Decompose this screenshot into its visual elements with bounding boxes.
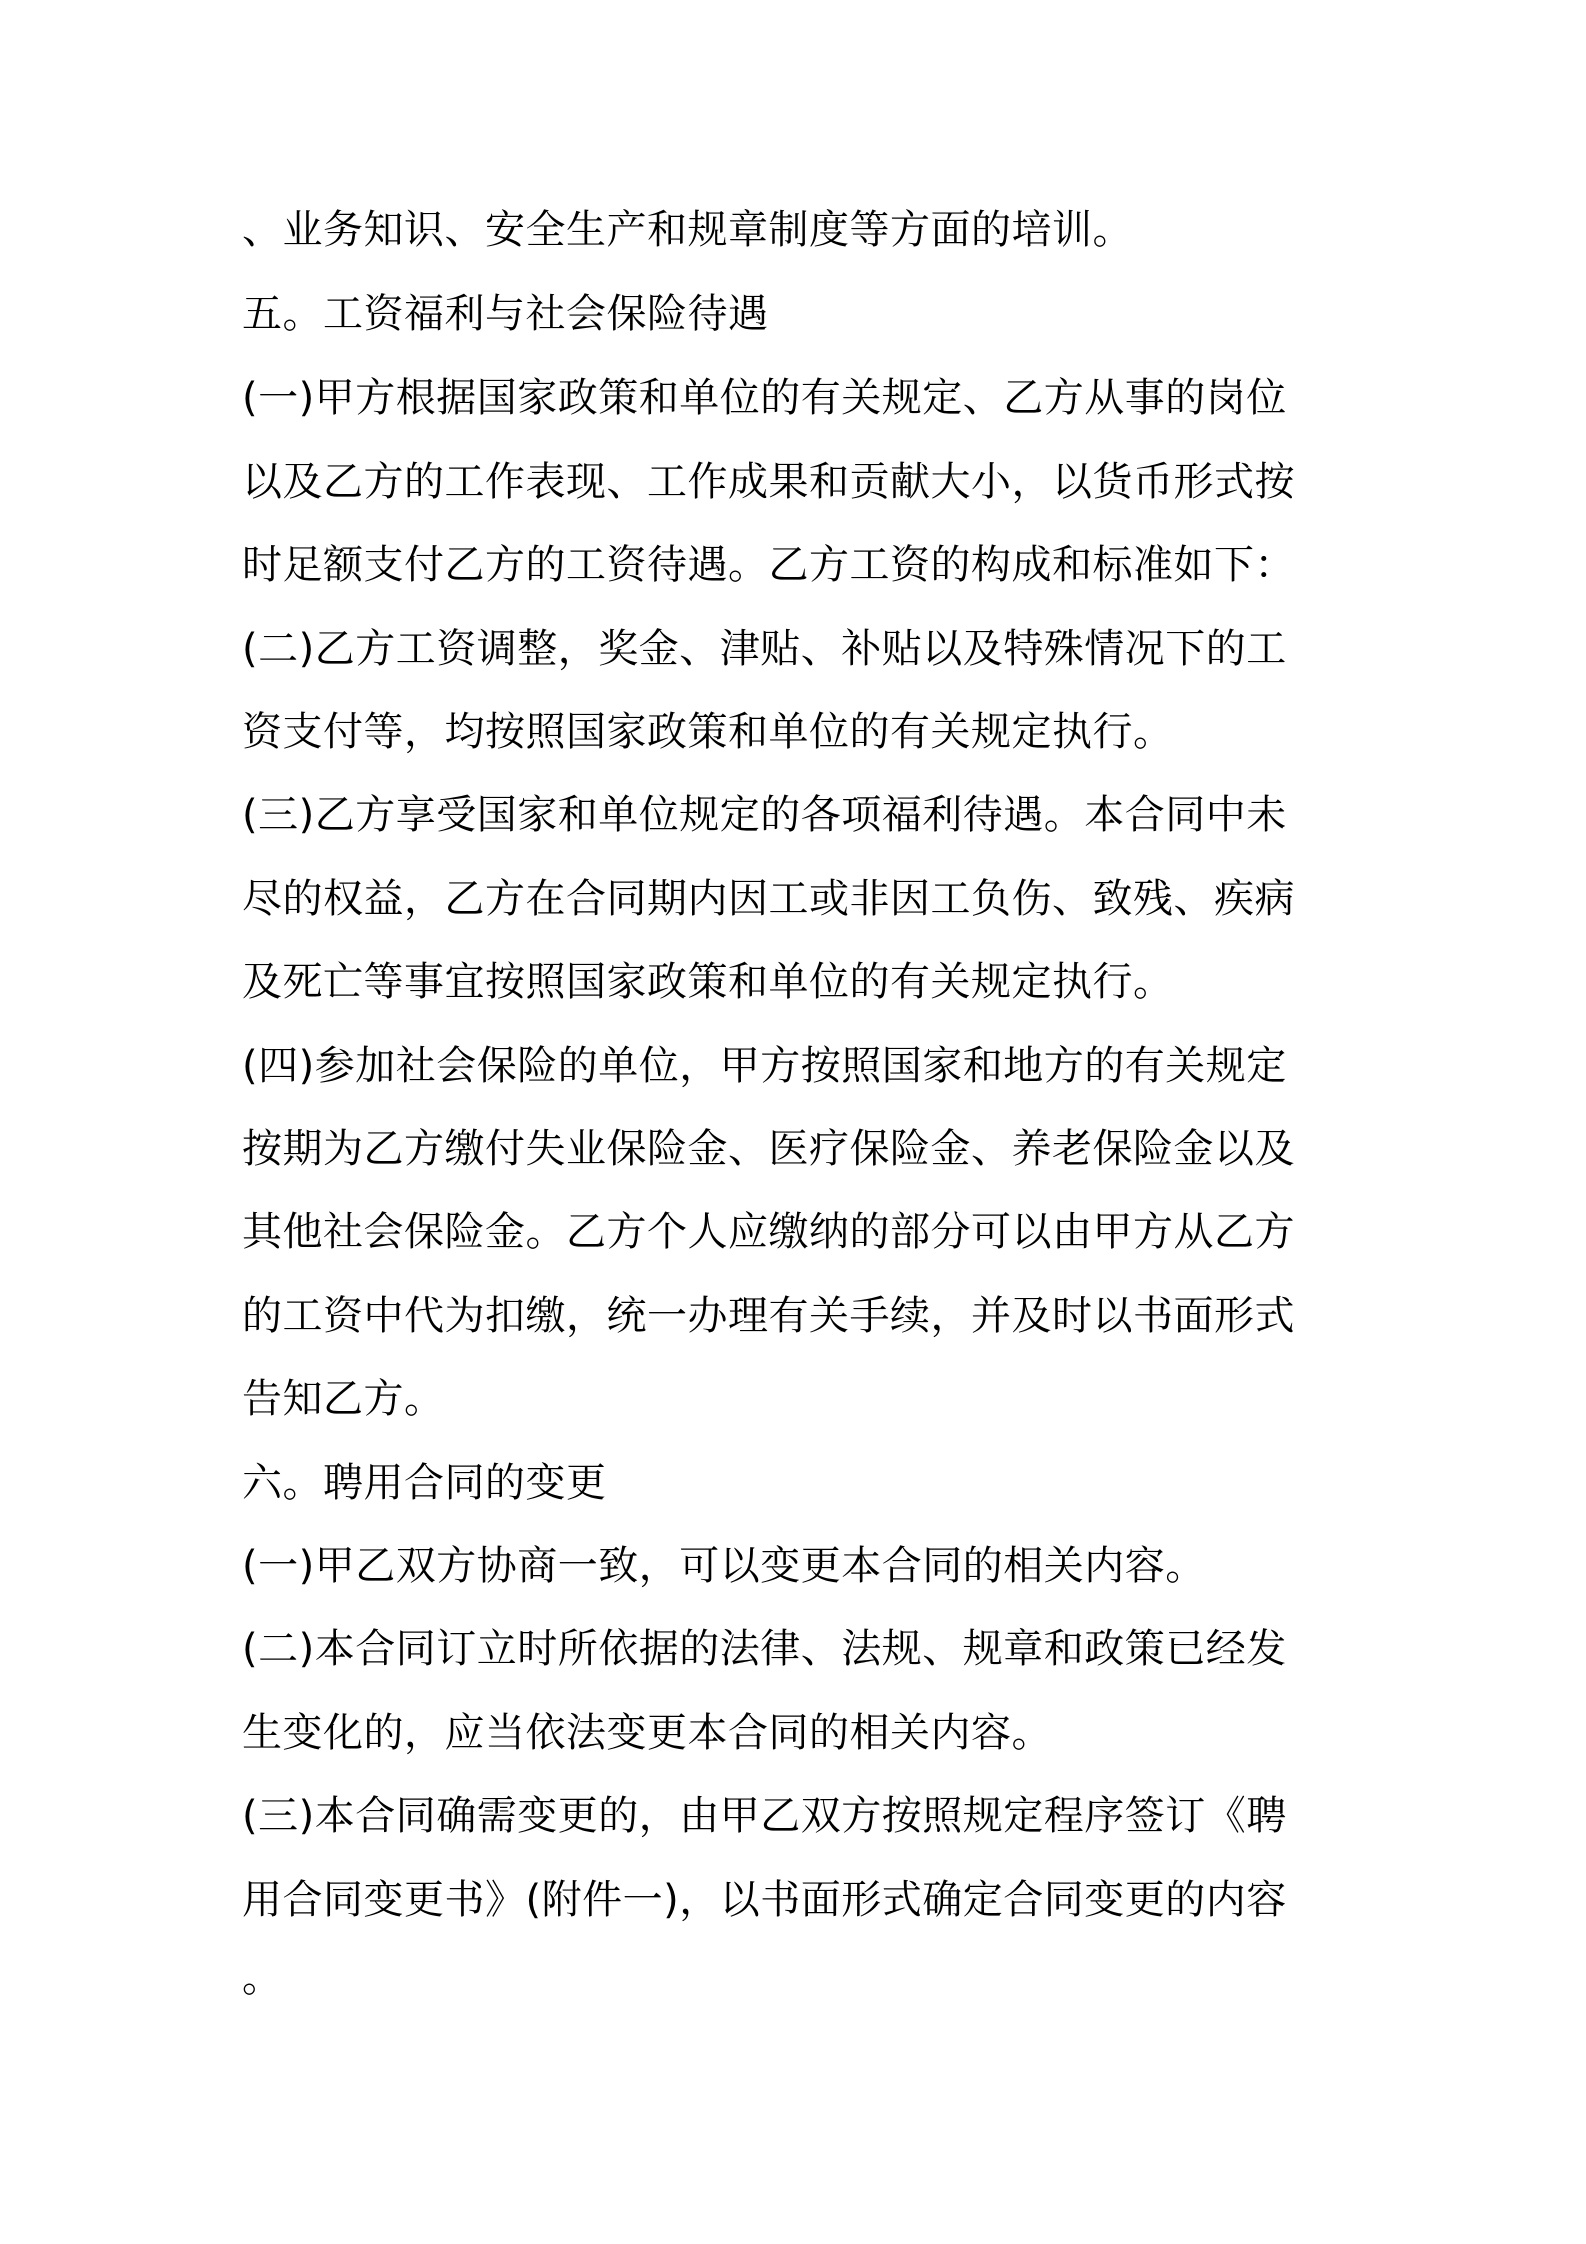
text-line: 用合同变更书》(附件一)，以书面形式确定合同变更的内容 xyxy=(242,1877,1287,1923)
text-line: 告知乙方。 xyxy=(242,1376,445,1422)
text-line: (三)乙方享受国家和单位规定的各项福利待遇。本合同中未 xyxy=(242,792,1287,838)
text-line: 按期为乙方缴付失业保险金、医疗保险金、养老保险金以及 xyxy=(242,1126,1295,1172)
text-line: 。 xyxy=(242,1955,283,2001)
text-line: (二)本合同订立时所依据的法律、法规、规章和政策已经发 xyxy=(242,1626,1287,1672)
text-line: (四)参加社会保险的单位，甲方按照国家和地方的有关规定 xyxy=(242,1043,1287,1089)
text-line: 以及乙方的工作表现、工作成果和贡献大小，以货币形式按 xyxy=(242,459,1295,505)
section-heading-6: 六。聘用合同的变更 xyxy=(242,1460,607,1506)
text-line: (二)乙方工资调整，奖金、津贴、补贴以及特殊情况下的工 xyxy=(242,626,1287,672)
section-heading-5: 五。工资福利与社会保险待遇 xyxy=(242,291,769,337)
text-line: (一)甲方根据国家政策和单位的有关规定、乙方从事的岗位 xyxy=(242,375,1287,421)
text-line: 其他社会保险金。乙方个人应缴纳的部分可以由甲方从乙方 xyxy=(242,1209,1295,1255)
text-line: 资支付等，均按照国家政策和单位的有关规定执行。 xyxy=(242,709,1174,755)
text-line: (三)本合同确需变更的，由甲乙双方按照规定程序签订《聘 xyxy=(242,1793,1287,1839)
text-line: (一)甲乙双方协商一致，可以变更本合同的相关内容。 xyxy=(242,1543,1206,1589)
text-line: 、业务知识、安全生产和规章制度等方面的培训。 xyxy=(242,207,1133,253)
text-line: 生变化的，应当依法变更本合同的相关内容。 xyxy=(242,1710,1052,1756)
text-line: 时足额支付乙方的工资待遇。乙方工资的构成和标准如下： xyxy=(242,542,1295,588)
text-line: 的工资中代为扣缴，统一办理有关手续，并及时以书面形式 xyxy=(242,1293,1295,1339)
text-line: 及死亡等事宜按照国家政策和单位的有关规定执行。 xyxy=(242,959,1174,1005)
text-line: 尽的权益，乙方在合同期内因工或非因工负伤、致残、疾病 xyxy=(242,876,1295,922)
